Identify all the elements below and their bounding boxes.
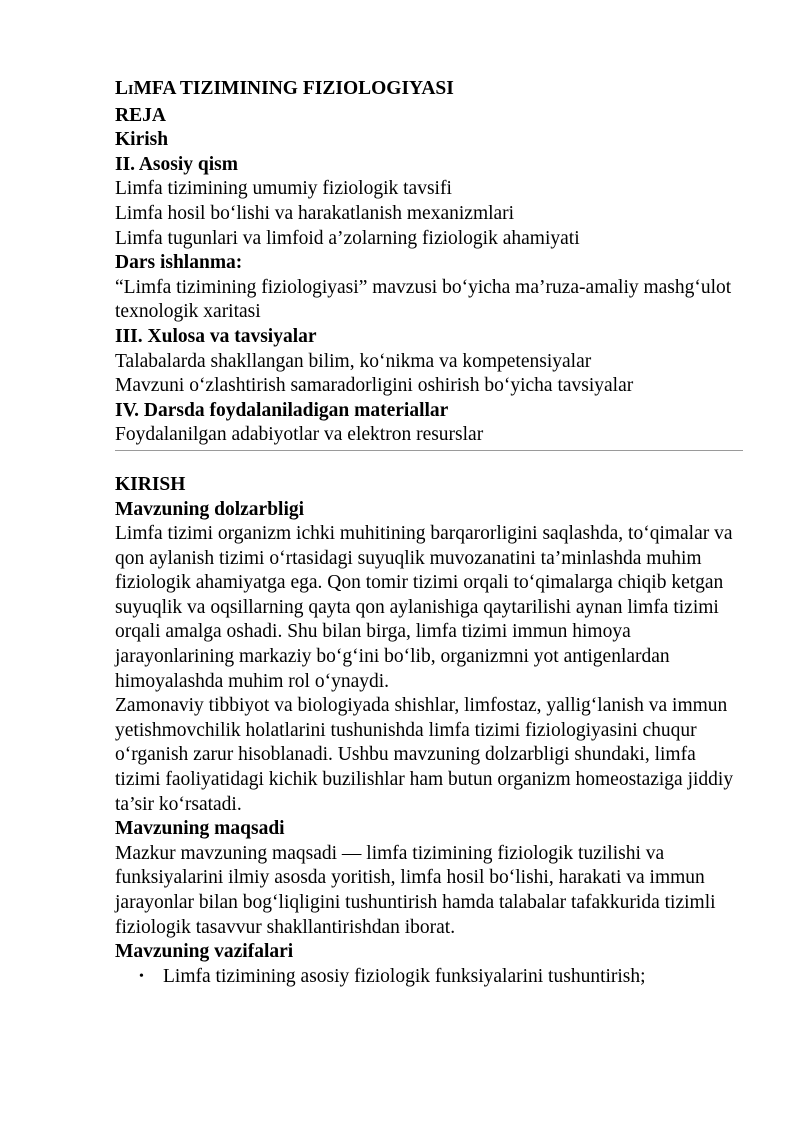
plan-conclusion-heading: III. Xulosa va tavsiyalar [115, 325, 317, 347]
task-text: Limfa tizimining asosiy fiziologik funksiyalarini tushuntirish; [163, 965, 646, 987]
document-title [115, 77, 743, 104]
plan-main-item: Limfa hosil bo‘lishi va harakatlanish mexanizmlari [115, 202, 515, 224]
plan-main-item: Limfa tugunlari va limfoid a’zolarning fiziologik ahamiyati [115, 227, 580, 249]
section-gap [115, 451, 743, 473]
relevance-paragraph-2: Zamonaviy tibbiyot va biologiyada shishlar, limfostaz, yallig‘lanish va immun yetishmovchilik holatlarini tushunishda limfa tizimi fiziologiyasini chuqur o‘rganish zarur hisoblanadi. Ushbu mavzuning dolzarbligi shundaki, limfa tizimi faoliyatidagi kichik buzilishlar ham butun organizm homeostaziga jiddiy ta’sir ko‘rsatadi. [115, 695, 734, 815]
title-rest: MFA TIZIMINING FIZIOLOGIYASI [133, 78, 454, 99]
plan-lesson-heading: Dars ishlanma: [115, 252, 243, 274]
list-item [115, 965, 743, 990]
plan-materials-item: Foydalanilgan adabiyotlar va elektron resurslar [115, 424, 484, 446]
plan-heading: REJA [115, 104, 166, 126]
plan-main-heading: II. Asosiy qism [115, 153, 238, 175]
relevance-heading: Mavzuning dolzarbligi [115, 498, 305, 520]
title-first-letter: L [115, 78, 129, 99]
tasks-heading: Mavzuning vazifalari [115, 941, 294, 963]
plan-conclusion-item: Mavzuni o‘zlashtirish samaradorligini oshirish bo‘yicha tavsiyalar [115, 375, 634, 397]
plan-intro: Kirish [115, 129, 169, 151]
plan-conclusion-item: Talabalarda shakllangan bilim, ko‘nikma va kompetensiyalar [115, 350, 592, 372]
plan-lesson-text: “Limfa tizimining fiziologiyasi” mavzusi bo‘yicha ma’ruza-amaliy mashg‘ulot texnologik xaritasi [115, 276, 732, 323]
intro-heading: KIRISH [115, 473, 186, 495]
goal-heading: Mavzuning maqsadi [115, 818, 285, 840]
title-small-i: I [128, 83, 134, 98]
document-body [115, 77, 743, 989]
tasks-list [115, 965, 743, 990]
bullet-icon: • [139, 968, 144, 984]
plan-materials-heading: IV. Darsda foydalaniladigan materiallar [115, 399, 449, 421]
goal-paragraph: Mazkur mavzuning maqsadi — limfa tizimining fiziologik tuzilishi va funksiyalarini ilmiy asosda yoritish, limfa hosil bo‘lishi, harakati va immun jarayonlar bilan bog‘liqligini tushuntirish hamda talabalar tafakkurida tizimli fiziologik tasavvur shakllantirishdan iborat. [115, 842, 716, 938]
plan-main-item: Limfa tizimining umumiy fiziologik tavsifi [115, 178, 452, 200]
relevance-paragraph-1: Limfa tizimi organizm ichki muhitining barqarorligini saqlashda, to‘qimalar va qon aylanish tizimi o‘rtasidagi suyuqlik muvozanatini ta’minlashda muhim fiziologik ahamiyatga ega. Qon tomir tizimi orqali to‘qimalarga chiqib ketgan suyuqlik va oqsillarning qayta qon aylanishiga qaytarilishi aynan limfa tizimi orqali amalga oshadi. Shu bilan birga, limfa tizimi immun himoya jarayonlarining markaziy bo‘g‘ini bo‘lib, organizmni yot antigenlardan himoyalashda muhim rol o‘ynaydi. [115, 523, 733, 692]
